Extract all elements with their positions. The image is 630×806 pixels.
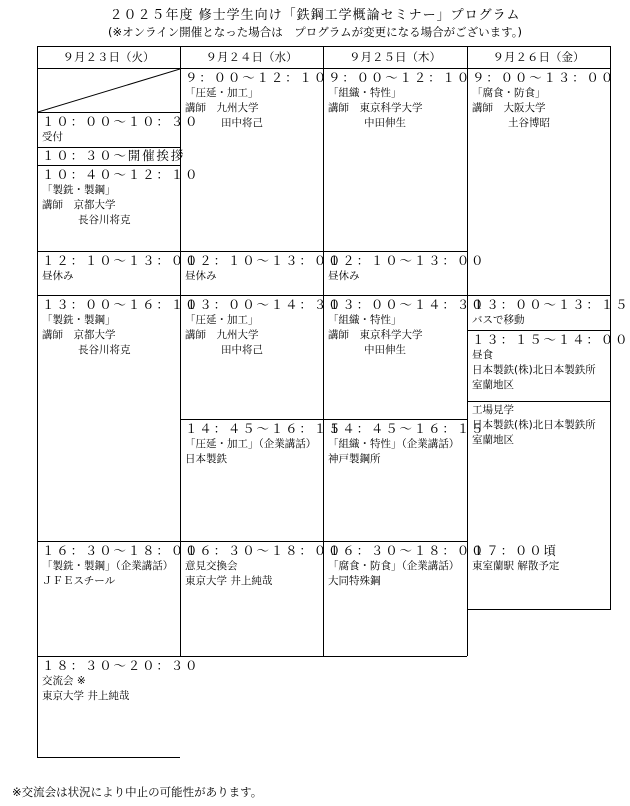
lecturer-affiliation: 講師 九州大学	[185, 329, 259, 341]
lecturer-affiliation: 講師 京都大学	[42, 329, 116, 341]
company-name: 日本製鉄	[185, 453, 227, 465]
sep26-lunch	[472, 332, 629, 393]
lecture-topic: 「製銑・製鋼」（企業講話）	[42, 560, 174, 572]
lecturer-name: 土谷博昭	[508, 117, 550, 129]
sep24-lecture-morning	[185, 70, 328, 131]
lecturer-name: 中田伸生	[364, 344, 406, 356]
lecture-topic: 「組織・特性」	[328, 87, 402, 99]
sep23-reception	[42, 114, 199, 145]
lecture-topic: 「組織・特性」（企業講話）	[328, 438, 460, 450]
lecturer-name: 田中将己	[221, 117, 263, 129]
company-name: ＪＦＥスチール	[42, 575, 116, 587]
slot-time: １３：００～１３：１５	[472, 297, 630, 312]
slot-time: １３：００～１４：３０	[185, 297, 343, 312]
sep25-industry-talk-corrosion	[328, 543, 485, 589]
lecturer-affiliation: 講師 東京科学大学	[328, 329, 423, 341]
lecturer-name: 中田伸生	[364, 117, 406, 129]
sep23-lecture-afternoon	[42, 297, 199, 358]
slot-time: １０：００～１０：３０	[42, 114, 200, 129]
slot-time: １６：３０～１８：００	[42, 543, 200, 558]
lecturer-affiliation: 講師 東京科学大学	[328, 102, 423, 114]
lecturer-affiliation: 講師 京都大学	[42, 199, 116, 211]
lecture-topic: 「腐食・防食」（企業講話）	[328, 560, 460, 572]
slot-time: １４：４５～１６：１５	[185, 421, 343, 436]
host-name: 東京大学 井上純哉	[42, 690, 130, 702]
lecturer-name: 長谷川将克	[78, 214, 131, 226]
slot-time: １４：４５～１６：１５	[328, 421, 486, 436]
empty-slot-diagonal	[38, 69, 180, 112]
slot-time: １６：３０～１８：００	[328, 543, 486, 558]
slot-label: バスで移動	[472, 314, 525, 326]
sep23-social-gathering	[42, 658, 199, 704]
slot-time: １３：１５～１４：００	[472, 332, 630, 347]
day-header-sep25: ９月２５日（木）	[349, 50, 441, 64]
slot-time: ９：００～１２：１０	[185, 70, 329, 85]
day-header-sep23: ９月２３日（火）	[62, 50, 155, 64]
lecture-topic: 「腐食・防食」	[472, 87, 546, 99]
lecturer-name: 長谷川将克	[78, 344, 131, 356]
lecture-topic: 「圧延・加工」	[185, 314, 259, 326]
slot-time: １０：４０～１２：１０	[42, 167, 200, 182]
sep23-lunch	[42, 253, 199, 284]
sep25-industry-talk	[328, 421, 485, 467]
slot-time: １３：００～１４：３０	[328, 297, 486, 312]
slot-time: １２：１０～１３：００	[42, 253, 200, 268]
venue-area: 室蘭地区	[472, 434, 514, 446]
sep25-lecture-morning	[328, 70, 471, 131]
footnote: ※交流会は状況により中止の可能性があります。	[12, 785, 263, 799]
lecture-topic: 「製銑・製鋼」	[42, 314, 116, 326]
slot-label: 昼休み	[185, 270, 217, 282]
lecturer-affiliation: 講師 九州大学	[185, 102, 259, 114]
sep24-discussion	[185, 543, 342, 589]
slot-label: 工場見学	[472, 404, 514, 416]
slot-label: 昼食	[472, 349, 493, 361]
sep25-lecture-afternoon	[328, 297, 485, 358]
sep23-opening	[42, 148, 185, 164]
slot-label: 受付	[42, 131, 63, 143]
sep24-lunch	[185, 253, 342, 284]
lecture-topic: 「圧延・加工」	[185, 87, 259, 99]
day-header-sep24: ９月２４日（水）	[205, 50, 298, 64]
venue-name: 日本製鉄(株)北日本製鉄所	[472, 364, 596, 376]
sep23-lecture-morning	[42, 167, 199, 228]
slot-time: ９：００～１２：１０	[328, 70, 472, 85]
host-name: 東京大学 井上純哉	[185, 575, 273, 587]
page-subtitle: (※オンライン開催となった場合は プログラムが変更になる場合がございます。)	[108, 25, 522, 39]
lecturer-affiliation: 講師 大阪大学	[472, 102, 546, 114]
slot-time: １３：００～１６：１０	[42, 297, 200, 312]
venue-name: 日本製鉄(株)北日本製鉄所	[472, 419, 596, 431]
slot-time: １８：３０～２０：３０	[42, 658, 200, 673]
page-title: ２０２５年度 修士学生向け「鉄鋼工学概論セミナー」プログラム	[109, 8, 521, 23]
venue-area: 室蘭地区	[472, 379, 514, 391]
sep26-lecture-morning	[472, 70, 615, 131]
slot-time: １０：３０～開催挨拶	[42, 148, 186, 163]
slot-time: １２：１０～１３：００	[185, 253, 343, 268]
company-name: 大同特殊鋼	[328, 575, 381, 587]
slot-time: １７：００頃	[472, 543, 558, 558]
sep26-plant-tour	[472, 403, 596, 448]
slot-label: 東室蘭駅 解散予定	[472, 560, 560, 572]
sep24-lecture-afternoon	[185, 297, 342, 358]
lecture-topic: 「組織・特性」	[328, 314, 402, 326]
lecture-topic: 「製銑・製鋼」	[42, 184, 116, 196]
sep26-dismissal	[472, 543, 559, 574]
sep23-industry-talk	[42, 543, 199, 589]
slot-label: 交流会 ※	[42, 675, 86, 687]
lecturer-name: 田中将己	[221, 344, 263, 356]
company-name: 神戸製鋼所	[328, 453, 381, 465]
sep26-bus-transfer	[472, 297, 629, 328]
slot-label: 昼休み	[42, 270, 74, 282]
slot-label: 意見交換会	[185, 560, 238, 572]
sep24-industry-talk	[185, 421, 342, 467]
day-header-sep26: ９月２６日（金）	[492, 50, 585, 64]
slot-label: 昼休み	[328, 270, 360, 282]
sep25-lunch	[328, 253, 485, 284]
slot-time: １６：３０～１８：００	[185, 543, 343, 558]
lecture-topic: 「圧延・加工」（企業講話）	[185, 438, 317, 450]
slot-time: １２：１０～１３：００	[328, 253, 486, 268]
slot-time: ９：００～１３：００	[472, 70, 616, 85]
